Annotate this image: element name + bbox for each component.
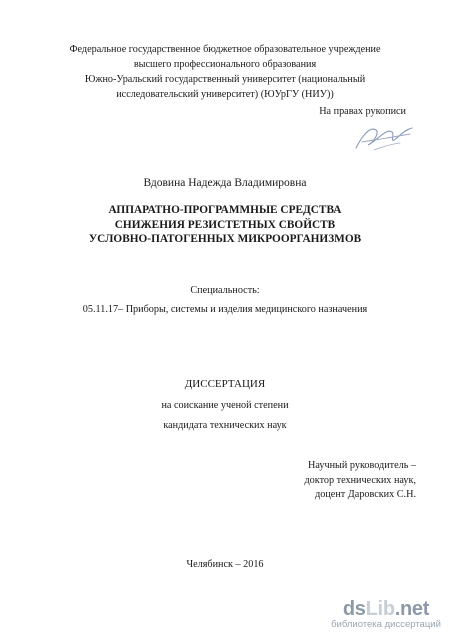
specialty-value: 05.11.17– Приборы, системы и изделия медицинского назначения xyxy=(82,304,368,315)
title-line: АППАРАТНО-ПРОГРАММНЫЕ СРЕДСТВА xyxy=(108,204,342,216)
dslib-subtitle: библиотека диссертаций xyxy=(331,619,441,630)
title-line: УСЛОВНО-ПАТОГЕННЫХ МИКРООРГАНИЗМОВ xyxy=(88,233,362,245)
dslib-logo: dsLib.net xyxy=(342,598,430,620)
manuscript-note: На правах рукописи xyxy=(319,106,406,117)
supervisor-line: Научный руководитель – xyxy=(308,460,416,471)
organization-line: высшего профессионального образования xyxy=(133,59,317,70)
organization-line: исследовательский университет) (ЮУрГУ (НИУ)) xyxy=(116,89,334,100)
degree-name: кандидата технических наук xyxy=(163,420,287,431)
author-name: Вдовина Надежда Владимировна xyxy=(143,177,307,189)
supervisor-block xyxy=(305,459,417,503)
organization-line: Федеральное государственное бюджетное образовательное учреждение xyxy=(69,44,381,55)
title-line: СНИЖЕНИЯ РЕЗИСТЕТНЫХ СВОЙСТВ xyxy=(114,218,336,231)
supervisor-line: доцент Даровских С.Н. xyxy=(315,489,416,500)
city-year: Челябинск – 2016 xyxy=(186,559,264,570)
degree-purpose: на соискание ученой степени xyxy=(161,400,289,411)
supervisor-line: доктор технических наук, xyxy=(304,474,416,486)
signature-image xyxy=(352,118,416,154)
organization-line: Южно-Уральский государственный университет (национальный xyxy=(84,74,366,85)
dissertation-heading: ДИССЕРТАЦИЯ xyxy=(184,378,266,390)
specialty-label: Специальность: xyxy=(190,285,260,296)
dissertation-title xyxy=(0,203,450,247)
organization-header xyxy=(0,42,450,102)
dslib-watermark xyxy=(330,599,442,631)
